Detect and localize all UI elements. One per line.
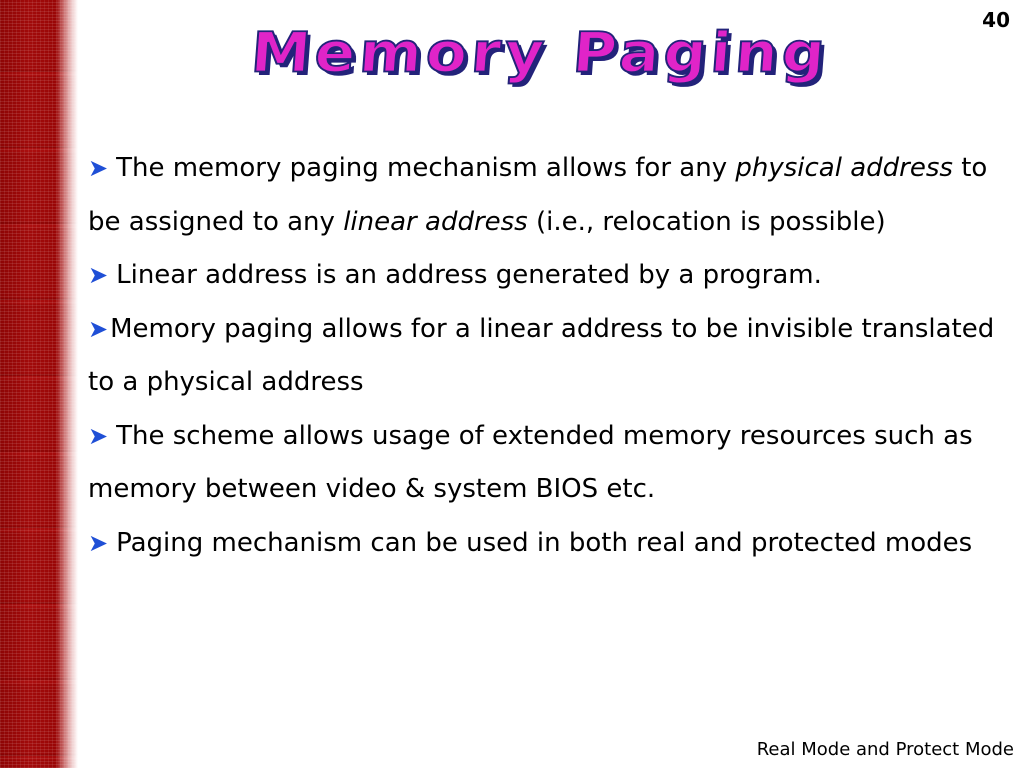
bullet-item (88, 303, 996, 410)
decorative-left-strip (0, 0, 78, 768)
arrow-bullet-icon: ➤ (88, 261, 109, 289)
bullet-item (88, 517, 996, 571)
bullet-text: The memory paging mechanism allows for any (116, 153, 736, 183)
bullet-item (88, 249, 996, 303)
slide-content (88, 142, 996, 570)
bullet-text: Linear address is an address generated by a program. (116, 260, 822, 290)
bullet-text: Paging mechanism can be used in both real and protected modes (116, 527, 973, 558)
slide-footer: Real Mode and Protect Mode (756, 739, 1014, 760)
arrow-bullet-icon: ➤ (88, 154, 109, 182)
slide-number: 40 (982, 8, 1010, 32)
arrow-bullet-icon: ➤ (88, 314, 109, 343)
bullet-item (88, 410, 996, 517)
arrow-bullet-icon: ➤ (88, 421, 109, 450)
bullet-text: The scheme allows usage of extended memory resources such as memory between video & system BIOS etc. (88, 420, 973, 504)
bullet-text: to be assigned to any (88, 153, 988, 237)
arrow-bullet-icon: ➤ (88, 528, 109, 557)
slide-title: Memory Paging (248, 20, 832, 86)
bullet-item (88, 142, 996, 249)
bullet-text: (i.e., relocation is possible) (527, 206, 886, 237)
bullet-text: Memory paging allows for a linear address to be invisible translated to a physical address (88, 313, 995, 397)
bullet-italic-text: linear address (343, 206, 528, 237)
bullet-italic-text: physical address (735, 153, 953, 183)
